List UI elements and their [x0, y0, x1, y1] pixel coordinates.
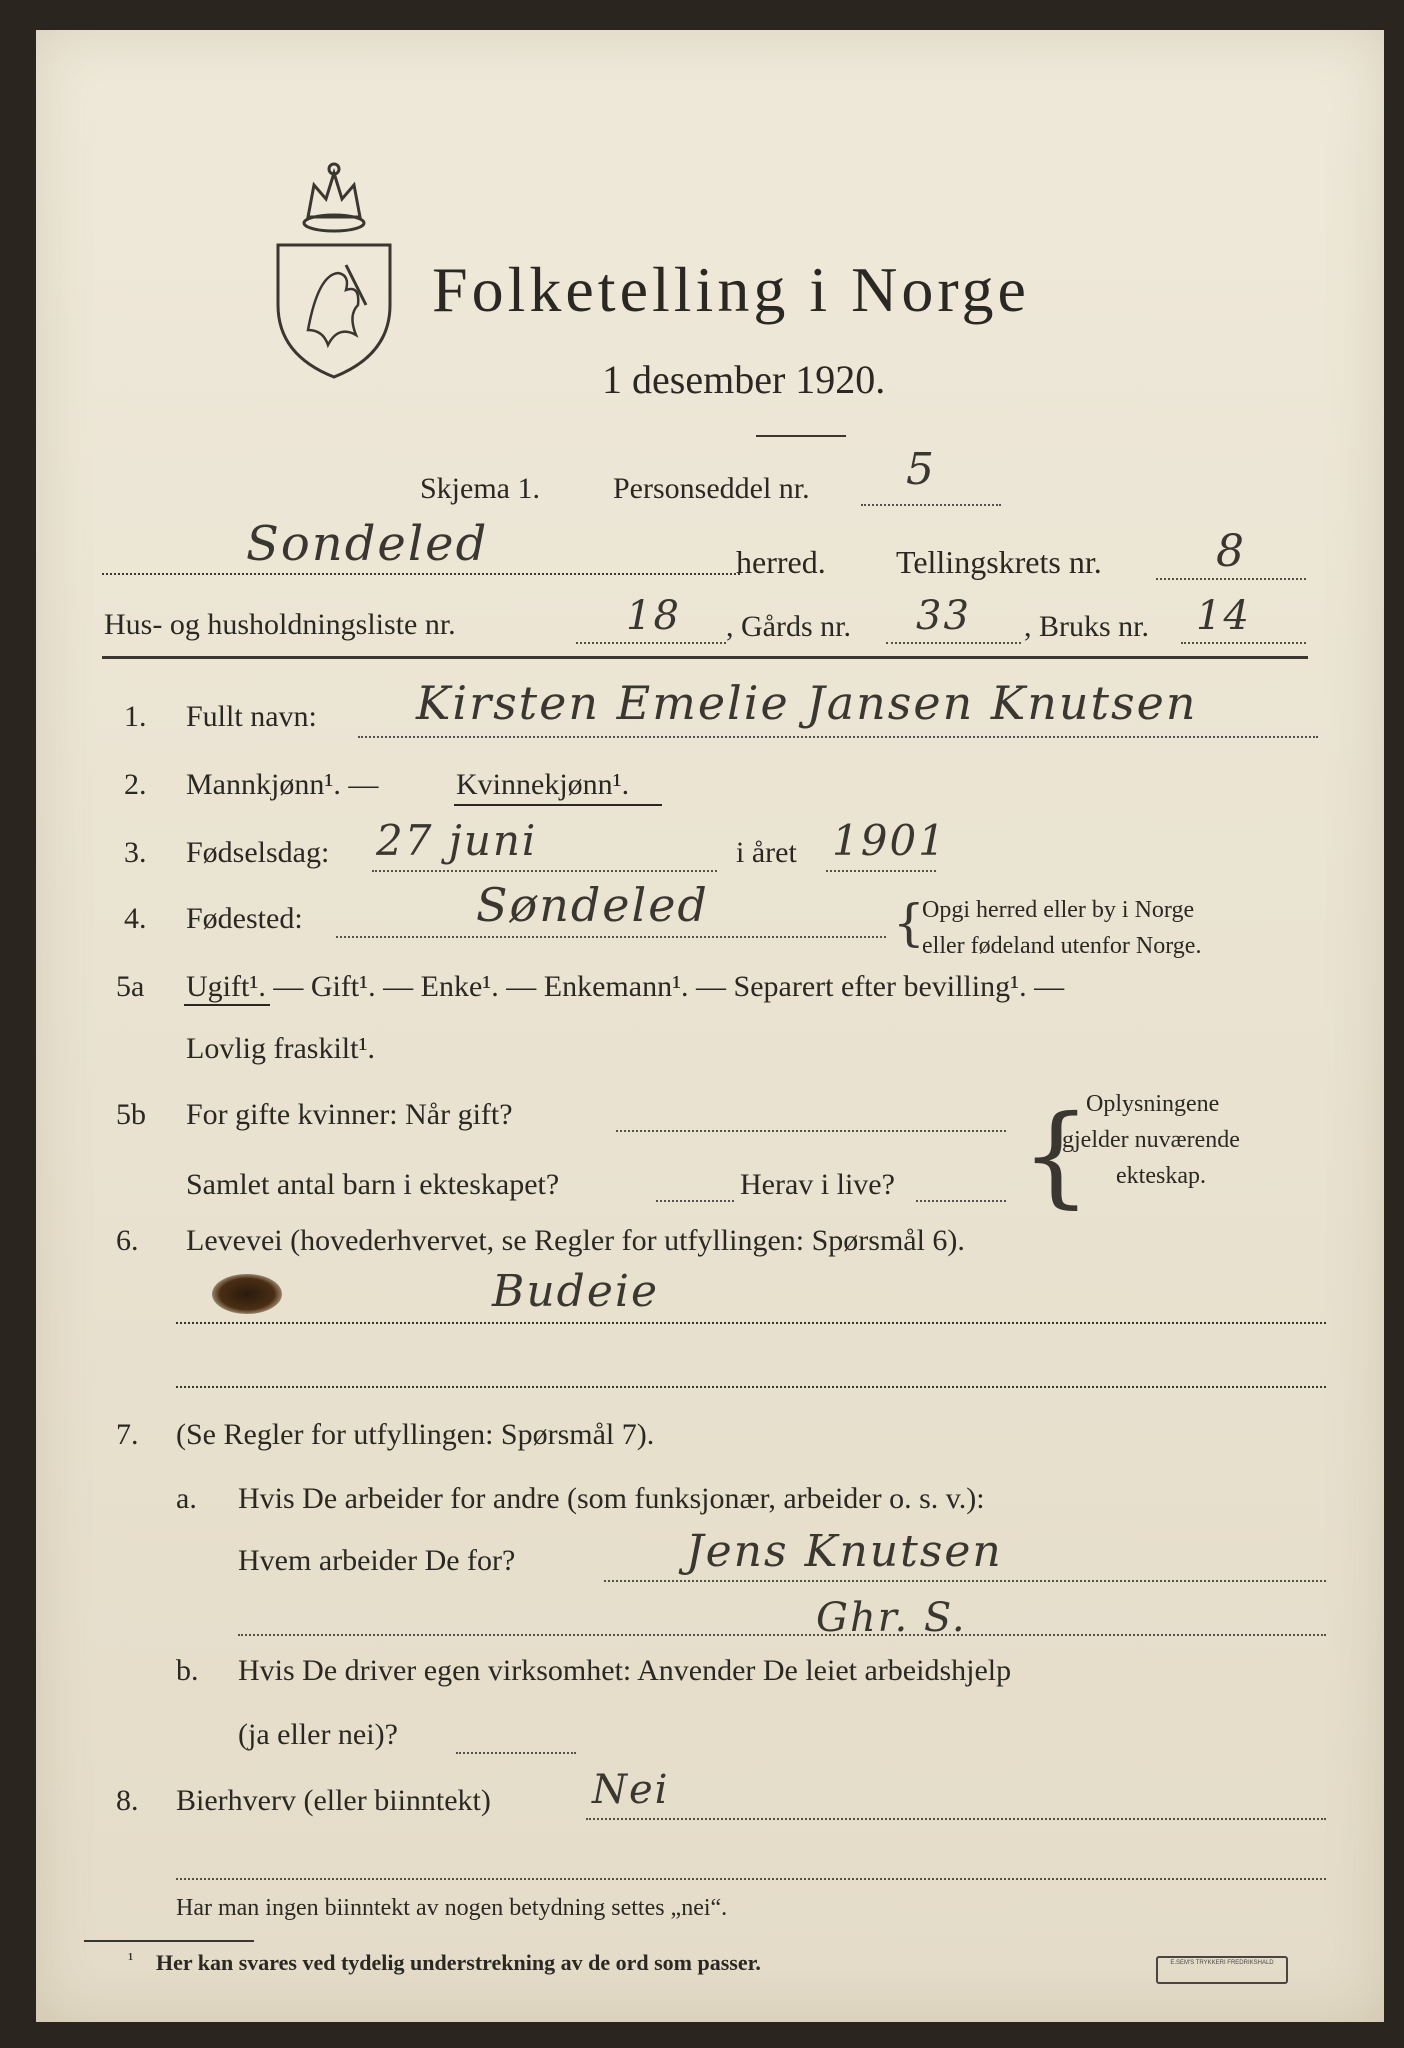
- children-label: Samlet antal barn i ekteskapet?: [186, 1168, 560, 1201]
- q7-number: 7.: [116, 1418, 139, 1451]
- side-income-field[interactable]: [586, 1818, 1326, 1820]
- birthplace-value: Søndeled: [476, 878, 709, 932]
- census-form: [36, 30, 1384, 2022]
- hired-help-label: (ja eller nei)?: [238, 1718, 398, 1751]
- census-date: 1 desember 1920.: [602, 357, 886, 402]
- q6-label: Levevei (hovederhvervet, se Regler for utfyllingen: Spørsmål 6).: [186, 1224, 965, 1257]
- herred-value: Sondeled: [246, 516, 489, 572]
- marital-status-line2[interactable]: Lovlig fraskilt¹.: [186, 1032, 375, 1065]
- gards-field[interactable]: [886, 642, 1021, 644]
- hired-help-field[interactable]: [456, 1752, 576, 1754]
- bruks-field[interactable]: [1181, 642, 1306, 644]
- employer-field-2[interactable]: [238, 1634, 1326, 1636]
- employer-label: Hvem arbeider De for?: [238, 1544, 516, 1577]
- coat-of-arms-emblem: [268, 155, 400, 385]
- q5a-number: 5a: [116, 970, 145, 1003]
- marriage-note-2: gjelder nuværende: [1062, 1127, 1240, 1153]
- q1-label: Fullt navn:: [186, 700, 317, 733]
- ink-blot: [212, 1274, 282, 1314]
- married-when-label: For gifte kvinner: Når gift?: [186, 1098, 513, 1131]
- q4-label: Fødested:: [186, 902, 303, 935]
- marital-status-options[interactable]: Ugift¹. — Gift¹. — Enke¹. — Enkemann¹. — Separert efter bevilling¹. —: [186, 970, 1065, 1003]
- full-name-field[interactable]: [358, 736, 1318, 738]
- printer-stamp: [1156, 1956, 1288, 1984]
- gards-value: 33: [916, 593, 971, 639]
- q7b-text: Hvis De driver egen virksomhet: Anvender De leiet arbeidshjelp: [238, 1654, 1012, 1687]
- q7b-letter: b.: [176, 1654, 199, 1687]
- hus-field[interactable]: [576, 642, 726, 644]
- birthplace-note-1: Opgi herred eller by i Norge: [922, 897, 1195, 923]
- birth-year-field[interactable]: [826, 870, 936, 872]
- tellingskrets-label: Tellingskrets nr.: [896, 544, 1102, 580]
- bruks-value: 14: [1196, 593, 1251, 639]
- hus-value: 18: [626, 593, 681, 639]
- alive-field[interactable]: [916, 1200, 1006, 1202]
- footnote-divider: [84, 1940, 254, 1942]
- birthplace-note-brace: {: [893, 894, 925, 952]
- birth-year-value: 1901: [832, 816, 947, 865]
- q7a-letter: a.: [176, 1482, 197, 1515]
- ugift-underline: [184, 1004, 270, 1006]
- full-name-value: Kirsten Emelie Jansen Knutsen: [416, 676, 1198, 730]
- marriage-note-1: Oplysningene: [1086, 1091, 1220, 1117]
- form-title: Folketelling i Norge: [432, 254, 1030, 325]
- side-income-field-2[interactable]: [176, 1878, 1326, 1880]
- gards-label: , Gårds nr.: [726, 610, 851, 643]
- occupation-value: Budeie: [492, 1266, 659, 1317]
- birthday-field[interactable]: [372, 870, 717, 872]
- q8-label: Bierhverv (eller biinntekt): [176, 1784, 491, 1817]
- male-option[interactable]: Mannkjønn¹. —: [186, 768, 379, 801]
- footnote-mark: ¹: [128, 1949, 134, 1969]
- married-when-field[interactable]: [616, 1130, 1006, 1132]
- side-income-value: Nei: [592, 1767, 670, 1813]
- q6-number: 6.: [116, 1224, 139, 1257]
- marriage-note-brace: {: [1021, 1091, 1091, 1219]
- personseddel-label: Personseddel nr.: [613, 472, 810, 505]
- herred-label: herred.: [736, 544, 826, 580]
- tellingskrets-field[interactable]: [1156, 578, 1306, 580]
- q7-label: (Se Regler for utfyllingen: Spørsmål 7).: [176, 1418, 655, 1451]
- q3-label: Fødselsdag:: [186, 836, 330, 869]
- birthplace-field[interactable]: [336, 936, 886, 938]
- title-divider: [756, 435, 846, 437]
- printer-stamp-text: E.SEM'S TRYKKERI FREDRIKSHALD: [1170, 1960, 1274, 1966]
- q7a-text: Hvis De arbeider for andre (som funksjonær, arbeider o. s. v.):: [238, 1482, 985, 1515]
- q2-number: 2.: [124, 768, 147, 801]
- year-label: i året: [736, 836, 797, 869]
- q4-number: 4.: [124, 902, 147, 935]
- q1-number: 1.: [124, 700, 147, 733]
- skjema-label: Skjema 1.: [420, 472, 540, 505]
- tellingskrets-value: 8: [1216, 526, 1246, 577]
- female-underline: [454, 804, 662, 806]
- hus-label: Hus- og husholdningsliste nr.: [104, 608, 456, 641]
- personseddel-value: 5: [906, 444, 936, 495]
- occupation-field-2[interactable]: [176, 1386, 1326, 1388]
- employer-value-2: Ghr. S.: [816, 1595, 967, 1641]
- side-income-note: Har man ingen biinntekt av nogen betydning settes „nei“.: [176, 1895, 728, 1921]
- children-field[interactable]: [656, 1200, 734, 1202]
- marriage-note-3: ekteskap.: [1116, 1163, 1206, 1189]
- female-option[interactable]: Kvinnekjønn¹.: [456, 768, 630, 801]
- birthplace-note-2: eller fødeland utenfor Norge.: [922, 933, 1202, 959]
- personseddel-field[interactable]: [861, 504, 1001, 506]
- birthday-value: 27 juni: [376, 816, 538, 865]
- employer-value: Jens Knutsen: [686, 1526, 1003, 1577]
- employer-field[interactable]: [604, 1580, 1326, 1582]
- footnote-text: Her kan svares ved tydelig understrekning av de ord som passer.: [156, 1950, 761, 1975]
- q8-number: 8.: [116, 1784, 139, 1817]
- alive-label: Herav i live?: [740, 1168, 895, 1201]
- q3-number: 3.: [124, 836, 147, 869]
- bruks-label: , Bruks nr.: [1024, 610, 1150, 643]
- q5b-number: 5b: [116, 1098, 146, 1131]
- herred-field[interactable]: [102, 573, 740, 575]
- header-divider: [102, 656, 1308, 659]
- occupation-field[interactable]: [176, 1322, 1326, 1324]
